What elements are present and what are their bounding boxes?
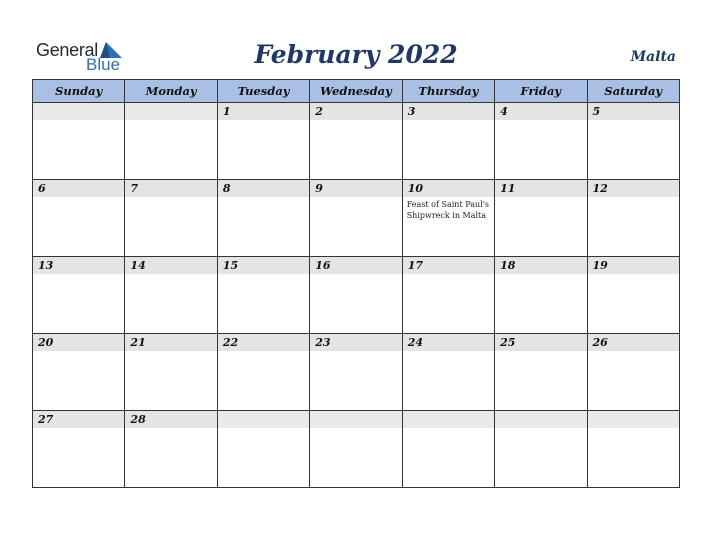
day-number: 10 bbox=[403, 180, 494, 197]
day-number: 26 bbox=[588, 334, 679, 351]
day-cell bbox=[402, 257, 494, 334]
day-number: 19 bbox=[588, 257, 679, 274]
day-cell bbox=[310, 180, 402, 257]
day-number bbox=[310, 411, 401, 428]
calendar-title: February 2022 bbox=[254, 40, 458, 69]
day-number: 8 bbox=[218, 180, 309, 197]
logo-general-text: General bbox=[36, 40, 98, 60]
day-cell bbox=[587, 334, 679, 411]
day-cell bbox=[125, 257, 217, 334]
day-number: 4 bbox=[495, 103, 586, 120]
day-cell bbox=[495, 334, 587, 411]
country-label: Malta bbox=[630, 49, 676, 65]
day-number bbox=[33, 103, 124, 120]
day-number: 23 bbox=[310, 334, 401, 351]
weekday-friday: Friday bbox=[495, 80, 587, 103]
day-cell bbox=[217, 334, 309, 411]
day-number: 16 bbox=[310, 257, 401, 274]
weekday-header-row bbox=[33, 80, 680, 103]
day-cell bbox=[310, 103, 402, 180]
week-row bbox=[33, 334, 680, 411]
day-number: 21 bbox=[125, 334, 216, 351]
day-cell bbox=[33, 411, 125, 488]
day-number bbox=[588, 411, 679, 428]
day-number: 24 bbox=[403, 334, 494, 351]
day-number: 20 bbox=[33, 334, 124, 351]
day-cell bbox=[402, 103, 494, 180]
week-row bbox=[33, 180, 680, 257]
day-number: 17 bbox=[403, 257, 494, 274]
holiday-event: Feast of Saint Paul's Shipwreck in Malta bbox=[406, 200, 490, 220]
logo-blue-text: Blue bbox=[86, 55, 121, 74]
day-cell bbox=[33, 257, 125, 334]
day-cell bbox=[495, 103, 587, 180]
day-number bbox=[218, 411, 309, 428]
day-cell bbox=[495, 180, 587, 257]
day-cell bbox=[495, 411, 587, 488]
day-cell bbox=[402, 180, 494, 257]
day-cell bbox=[125, 180, 217, 257]
week-row bbox=[33, 103, 680, 180]
day-number: 5 bbox=[588, 103, 679, 120]
day-number: 12 bbox=[588, 180, 679, 197]
day-number: 18 bbox=[495, 257, 586, 274]
day-number bbox=[125, 103, 216, 120]
day-cell bbox=[33, 103, 125, 180]
calendar-grid bbox=[32, 79, 680, 488]
day-cell bbox=[125, 334, 217, 411]
day-number bbox=[403, 411, 494, 428]
day-number: 15 bbox=[218, 257, 309, 274]
day-cell bbox=[310, 334, 402, 411]
day-cell bbox=[587, 411, 679, 488]
day-number: 28 bbox=[125, 411, 216, 428]
day-number: 25 bbox=[495, 334, 586, 351]
day-number: 14 bbox=[125, 257, 216, 274]
day-cell bbox=[310, 257, 402, 334]
day-cell bbox=[33, 334, 125, 411]
day-cell bbox=[587, 180, 679, 257]
day-cell bbox=[33, 180, 125, 257]
day-number: 27 bbox=[33, 411, 124, 428]
weekday-saturday: Saturday bbox=[587, 80, 679, 103]
day-number bbox=[495, 411, 586, 428]
day-cell bbox=[217, 257, 309, 334]
day-number: 22 bbox=[218, 334, 309, 351]
week-row bbox=[33, 411, 680, 488]
day-cell bbox=[217, 411, 309, 488]
day-number: 13 bbox=[33, 257, 124, 274]
weekday-sunday: Sunday bbox=[33, 80, 125, 103]
weekday-wednesday: Wednesday bbox=[310, 80, 402, 103]
day-number: 9 bbox=[310, 180, 401, 197]
day-number: 7 bbox=[125, 180, 216, 197]
day-number: 6 bbox=[33, 180, 124, 197]
day-cell bbox=[495, 257, 587, 334]
day-number: 3 bbox=[403, 103, 494, 120]
day-cell bbox=[217, 103, 309, 180]
day-cell bbox=[587, 257, 679, 334]
weekday-tuesday: Tuesday bbox=[217, 80, 309, 103]
day-cell bbox=[402, 411, 494, 488]
day-cell bbox=[587, 103, 679, 180]
day-number: 11 bbox=[495, 180, 586, 197]
day-cell bbox=[402, 334, 494, 411]
day-number: 2 bbox=[310, 103, 401, 120]
day-cell bbox=[125, 103, 217, 180]
weekday-monday: Monday bbox=[125, 80, 217, 103]
day-cell bbox=[125, 411, 217, 488]
day-cell bbox=[217, 180, 309, 257]
day-number: 1 bbox=[218, 103, 309, 120]
day-cell bbox=[310, 411, 402, 488]
weekday-thursday: Thursday bbox=[402, 80, 494, 103]
week-row bbox=[33, 257, 680, 334]
